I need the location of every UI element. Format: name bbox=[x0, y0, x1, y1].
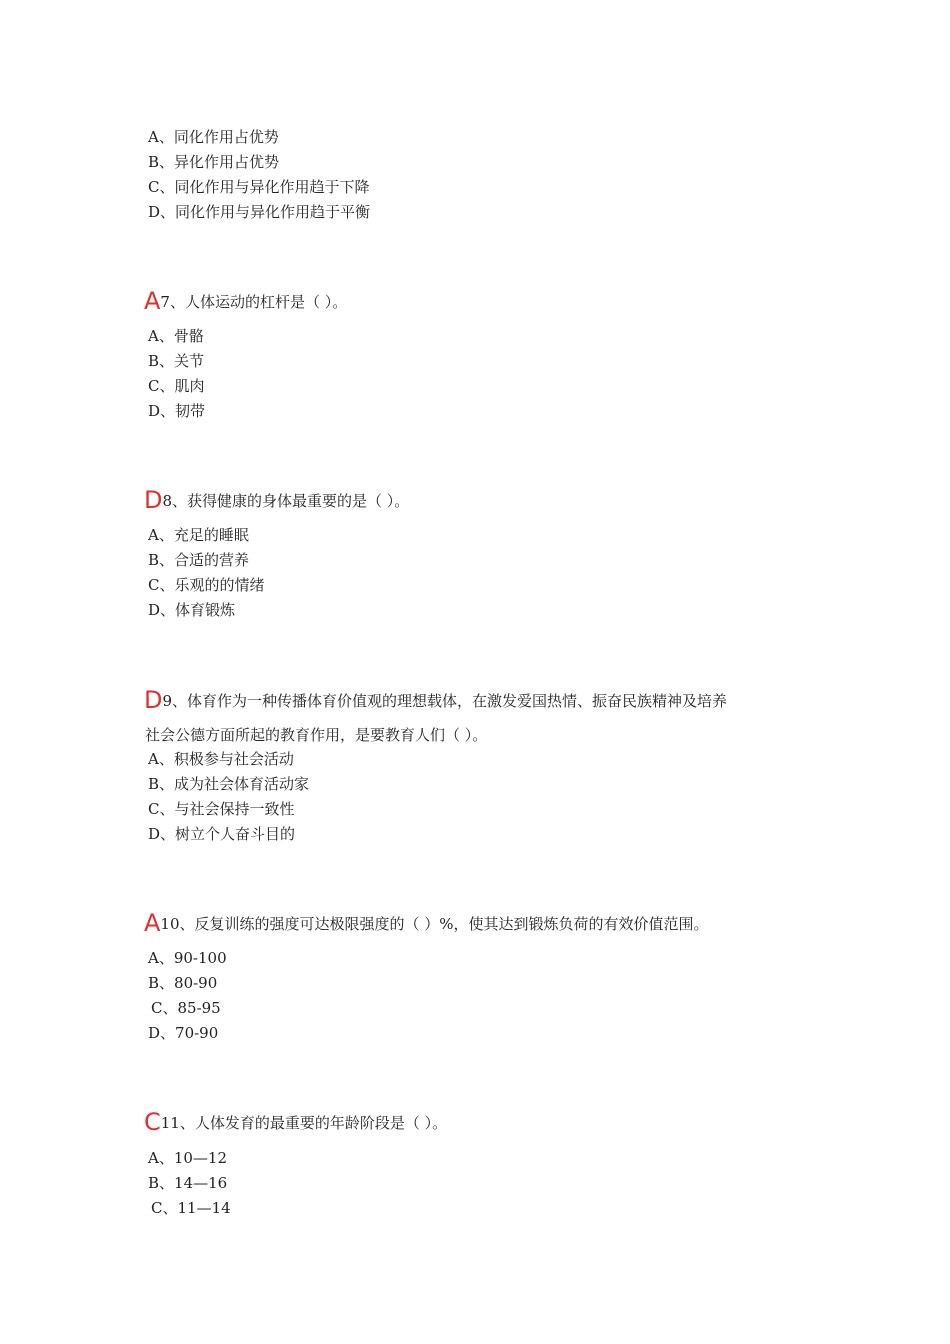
option-c: C、同化作用与异化作用趋于下降 bbox=[148, 178, 370, 196]
option-b: B、关节 bbox=[148, 352, 205, 370]
option-d: D、70-90 bbox=[148, 1024, 219, 1042]
option-b: B、合适的营养 bbox=[148, 551, 250, 569]
question-9 bbox=[144, 688, 727, 713]
question-text: 11、人体发育的最重要的年龄阶段是（ ）。 bbox=[160, 1114, 448, 1132]
option-c: C、11—14 bbox=[151, 1199, 231, 1217]
option-b: B、80-90 bbox=[148, 974, 218, 992]
option-c: C、肌肉 bbox=[148, 377, 205, 395]
question-7 bbox=[144, 289, 347, 314]
answer-mark: C bbox=[144, 1108, 161, 1136]
option-a: A、90-100 bbox=[148, 949, 227, 967]
answer-mark: D bbox=[144, 686, 163, 714]
answer-mark: A bbox=[144, 287, 161, 315]
question-text: 9、体育作为一种传播体育价值观的理想载体，在激发爱国热情、振奋民族精神及培养 bbox=[162, 692, 728, 710]
option-d: D、体育锻炼 bbox=[148, 601, 236, 619]
option-b: B、异化作用占优势 bbox=[148, 153, 280, 171]
option-a: A、骨骼 bbox=[148, 327, 204, 345]
question-text: 8、获得健康的身体最重要的是（ ）。 bbox=[162, 492, 410, 510]
option-a: A、10—12 bbox=[148, 1149, 228, 1167]
option-b: B、成为社会体育活动家 bbox=[148, 775, 310, 793]
option-b: B、14—16 bbox=[148, 1174, 228, 1192]
option-a: A、积极参与社会活动 bbox=[148, 750, 294, 768]
option-d: D、同化作用与异化作用趋于平衡 bbox=[148, 203, 371, 221]
option-d: D、树立个人奋斗目的 bbox=[148, 825, 296, 843]
option-d: D、韧带 bbox=[148, 402, 206, 420]
option-a: A、同化作用占优势 bbox=[148, 128, 279, 146]
question-text: 10、反复训练的强度可达极限强度的（ ）%，使其达到锻炼负荷的有效价值范围。 bbox=[160, 915, 709, 933]
answer-mark: D bbox=[144, 486, 163, 514]
option-c: C、与社会保持一致性 bbox=[148, 800, 295, 818]
question-text-continued: 社会公德方面所起的教育作用，是要教育人们（ ）。 bbox=[145, 726, 488, 744]
question-10 bbox=[144, 911, 709, 936]
option-c: C、85-95 bbox=[151, 999, 221, 1017]
answer-mark: A bbox=[144, 909, 161, 937]
option-c: C、乐观的的情绪 bbox=[148, 576, 265, 594]
question-text: 7、人体运动的杠杆是（ ）。 bbox=[160, 293, 348, 311]
option-a: A、充足的睡眠 bbox=[148, 526, 249, 544]
question-8 bbox=[144, 488, 409, 513]
question-11 bbox=[144, 1110, 447, 1135]
